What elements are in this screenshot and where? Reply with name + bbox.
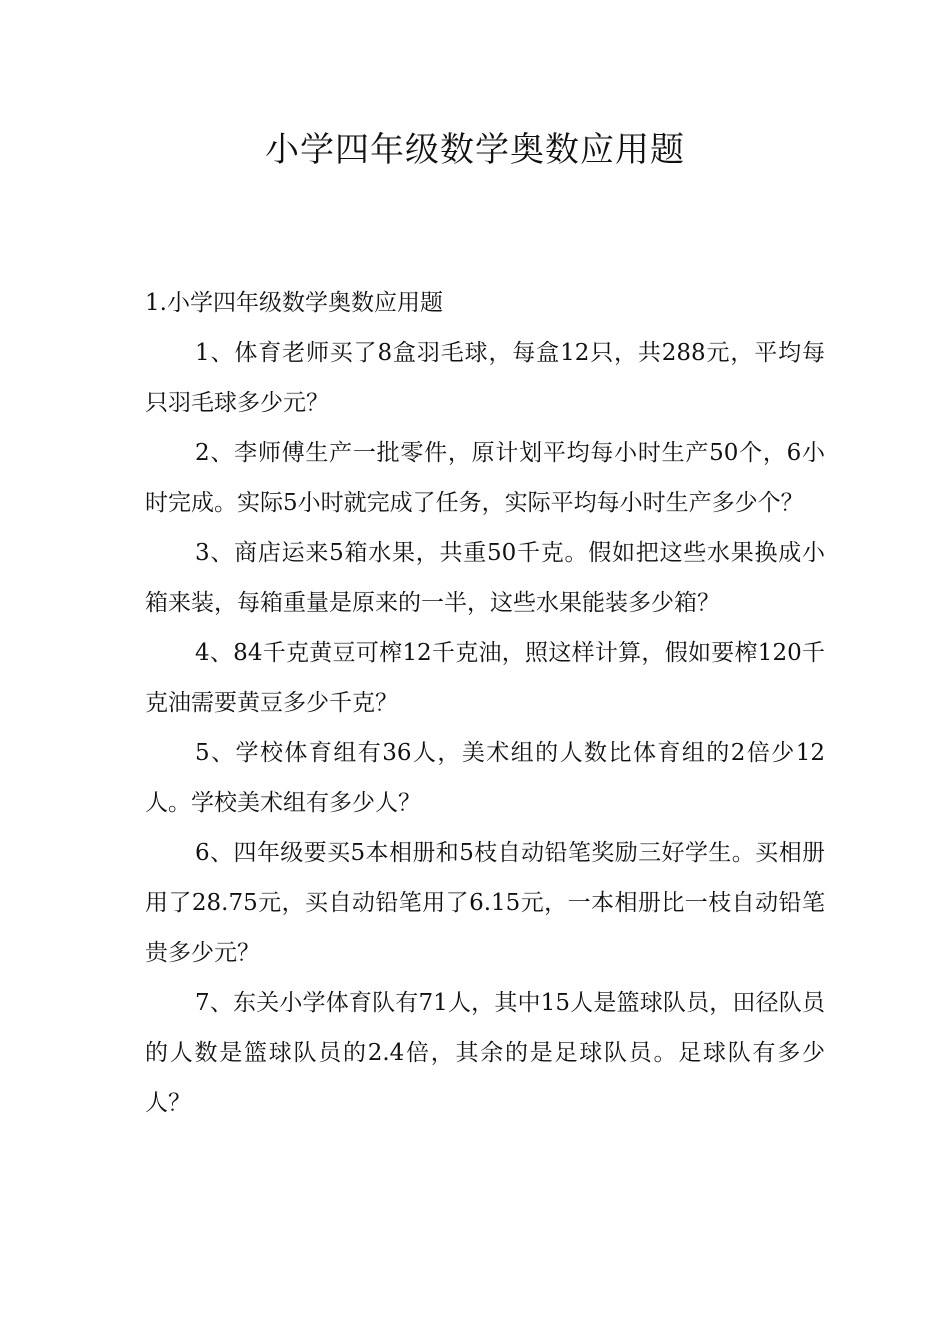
problem-1: 1、体育老师买了8盒羽毛球，每盒12只，共288元，平均每只羽毛球多少元？ [145,340,825,416]
problem-2: 2、李师傅生产一批零件，原计划平均每小时生产50个，6小时完成。实际5小时就完成了任务，实际平均每小时生产多少个？ [145,440,825,516]
document-title: 小学四年级数学奥数应用题 [265,130,685,170]
section-heading: 1.小学四年级数学奥数应用题 [145,290,443,316]
document-body [145,278,825,1128]
problem-6: 6、四年级要买5本相册和5枝自动铅笔奖励三好学生。买相册用了28.75元，买自动铅笔用了6.15元，一本相册比一枝自动铅笔贵多少元？ [145,840,825,966]
problem-7: 7、东关小学体育队有71人，其中15人是篮球队员，田径队员的人数是篮球队员的2.4倍，其余的是足球队员。足球队有多少人？ [145,990,825,1116]
problem-5: 5、学校体育组有36人，美术组的人数比体育组的2倍少12人。学校美术组有多少人？ [145,740,825,816]
problem-4: 4、84千克黄豆可榨12千克油，照这样计算，假如要榨120千克油需要黄豆多少千克？ [145,640,825,716]
problem-3: 3、商店运来5箱水果，共重50千克。假如把这些水果换成小箱来装，每箱重量是原来的一半，这些水果能装多少箱？ [145,540,825,616]
